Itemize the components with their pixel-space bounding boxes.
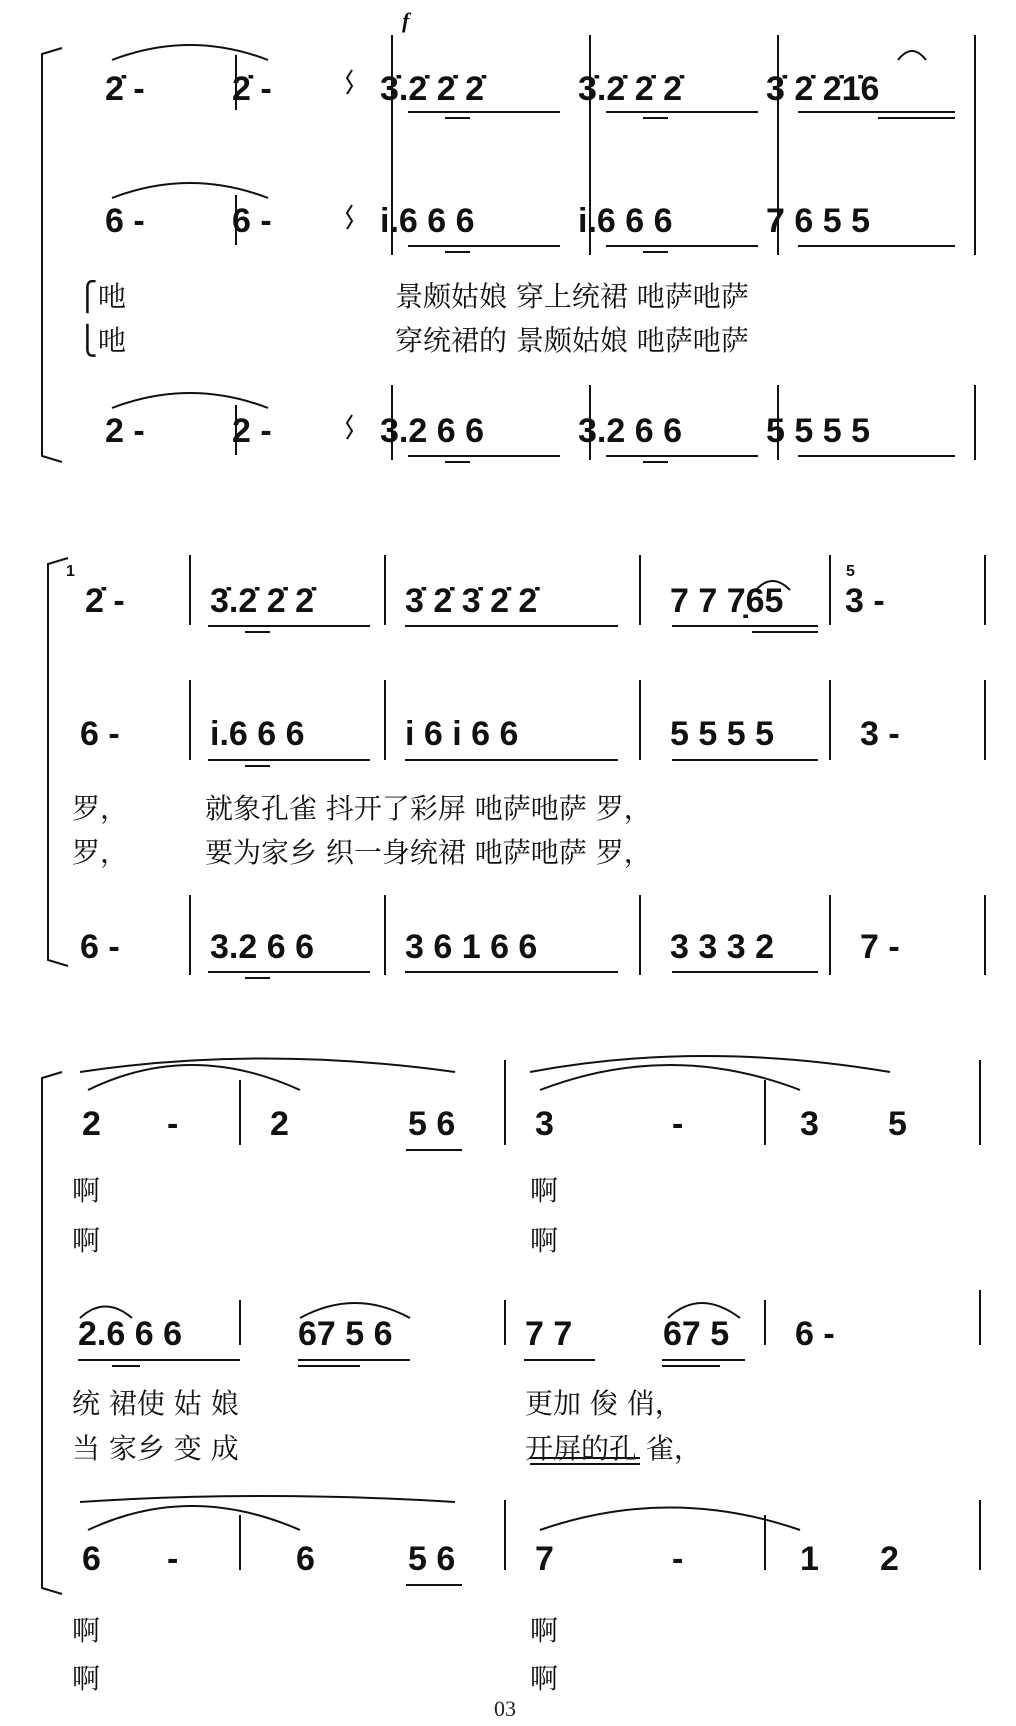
- note-group: 2: [880, 1540, 899, 1578]
- lyric-segment: 罗，: [72, 836, 129, 869]
- note-group: 5 6: [408, 1105, 456, 1143]
- system-bracket: [42, 1072, 62, 1594]
- lyric-segment: ⎩吔: [77, 324, 127, 357]
- tie: [80, 1496, 455, 1502]
- note-group: 6 -: [80, 715, 120, 753]
- breath-mark: [347, 70, 352, 94]
- note-group: i 6 i 6 6: [405, 715, 519, 753]
- lyric-segment: 当 家乡 变 成: [72, 1432, 239, 1465]
- note-group: 7 7: [525, 1315, 573, 1353]
- note-group: i.6 6 6: [380, 202, 475, 240]
- mid-part: [80, 715, 900, 753]
- tie: [88, 1506, 300, 1530]
- breath-mark: [347, 415, 352, 439]
- note-group: -: [672, 1540, 684, 1578]
- note-group: -: [167, 1540, 179, 1578]
- note-group: 3.2 6 6: [578, 412, 682, 450]
- note-group: 2̇ -: [232, 70, 272, 108]
- note-group: 2: [82, 1105, 101, 1143]
- tie: [112, 183, 268, 198]
- tie: [898, 51, 926, 60]
- note-group: 3: [800, 1105, 819, 1143]
- note-group: 6 -: [80, 928, 120, 966]
- lyric-segment: 啊: [72, 1662, 101, 1695]
- top-part: [85, 582, 885, 620]
- note-group: i.6 6 6: [578, 202, 673, 240]
- note-group: 7 6 5 5: [766, 202, 870, 240]
- top-lyrics-2: [72, 1224, 558, 1257]
- note-group: 7 -: [860, 928, 900, 966]
- dynamic-forte: f: [402, 8, 410, 33]
- system-bracket: [48, 558, 68, 966]
- note-group: i.6 6 6: [210, 715, 305, 753]
- bottom-lyrics-1: [72, 1614, 558, 1647]
- note-group: 2.6 6 6: [78, 1315, 182, 1353]
- note-group: -: [672, 1105, 684, 1143]
- lyric-segment: 罗，: [72, 792, 129, 825]
- tie: [540, 1508, 800, 1531]
- note-group: 6: [296, 1540, 315, 1578]
- lyric-segment: 啊: [72, 1174, 101, 1207]
- bottom-lyrics-2: [72, 1662, 558, 1695]
- note-group: 3 6 1 6 6: [405, 928, 538, 966]
- lyrics-verse-1: [72, 1387, 683, 1420]
- tie: [80, 1059, 455, 1073]
- breath-mark: [347, 205, 352, 229]
- note-group: 3.2 6 6: [380, 412, 484, 450]
- lyric-segment: 啊: [530, 1662, 559, 1695]
- note-group: 3.2 6 6: [210, 928, 314, 966]
- lyrics-verse-1: [77, 280, 749, 314]
- lyric-segment: 更加 俊 俏，: [525, 1387, 683, 1420]
- top-part: [105, 70, 879, 108]
- note-group: 5 5 5 5: [766, 412, 870, 450]
- system-2: [48, 555, 985, 978]
- note-group: 3 -: [845, 582, 885, 620]
- lyric-segment: 开屏的孔 雀，: [525, 1432, 702, 1465]
- lyric-segment: 啊: [530, 1614, 559, 1647]
- grace-note: 1: [66, 563, 75, 580]
- note-group: 3 -: [860, 715, 900, 753]
- bottom-part: [105, 412, 870, 450]
- tie: [540, 1065, 800, 1090]
- note-group: 3̇.2̇ 2̇ 2̇: [210, 582, 314, 620]
- lyric-segment: ⎧吔: [77, 280, 127, 313]
- note-group: 7 7 7̣65: [670, 582, 784, 620]
- system-1: [42, 8, 975, 462]
- lyric-segment: 啊: [72, 1224, 101, 1257]
- top-part: [82, 1105, 907, 1143]
- note-group: 2̇ -: [85, 582, 125, 620]
- note-group: -: [167, 1105, 179, 1143]
- lyric-segment: 要为家乡 织一身统裙 吔萨吔萨 罗，: [205, 836, 652, 869]
- note-group: 3̇ 2̇ 3̇ 2̇ 2̇: [405, 582, 538, 620]
- note-group: 2 -: [232, 412, 272, 450]
- note-group: 2: [270, 1105, 289, 1143]
- note-group: 3̇.2̇ 2̇ 2̇: [380, 70, 484, 108]
- tie: [112, 393, 268, 408]
- top-lyrics-1: [72, 1174, 558, 1207]
- lyric-segment: 景颇姑娘 穿上统裙 吔萨吔萨: [395, 280, 749, 313]
- note-group: 67 5 6: [298, 1315, 393, 1353]
- note-group: 6 -: [105, 202, 145, 240]
- lyrics-verse-2: [77, 323, 749, 357]
- note-group: 3̇.2̇ 2̇ 2̇: [578, 70, 682, 108]
- note-group: 5: [888, 1105, 907, 1143]
- tie: [112, 45, 268, 60]
- lyric-segment: 就象孔雀 抖开了彩屏 吔萨吔萨 罗，: [205, 792, 652, 825]
- note-group: 1: [800, 1540, 819, 1578]
- lyric-segment: 啊: [72, 1614, 101, 1647]
- note-group: 6: [82, 1540, 101, 1578]
- page-number: 03: [494, 1696, 516, 1721]
- note-group: 5 6: [408, 1540, 456, 1578]
- note-group: 6 -: [232, 202, 272, 240]
- note-group: 2 -: [105, 412, 145, 450]
- note-group: 2̇ -: [105, 70, 145, 108]
- bottom-part: [80, 928, 900, 966]
- tie: [530, 1056, 890, 1072]
- system-3: [42, 1056, 980, 1695]
- bottom-part: [82, 1540, 899, 1578]
- note-group: 5 5 5 5: [670, 715, 774, 753]
- note-group: 67 5: [663, 1315, 730, 1353]
- note-group: 3 3 3 2: [670, 928, 774, 966]
- lyrics-verse-2: [72, 836, 652, 869]
- tie: [88, 1065, 300, 1090]
- lyrics-verse-2: [72, 1432, 702, 1465]
- grace-note: 5: [846, 563, 855, 580]
- lyric-segment: 啊: [530, 1174, 559, 1207]
- mid-part: [78, 1315, 835, 1353]
- note-group: 3: [535, 1105, 554, 1143]
- mid-part: [105, 202, 870, 240]
- note-group: 6 -: [795, 1315, 835, 1353]
- lyric-segment: 啊: [530, 1224, 559, 1257]
- lyrics-verse-1: [72, 792, 652, 825]
- note-group: 3̇ 2̇ 2̇1̇6: [766, 70, 880, 108]
- lyric-segment: 统 裙使 姑 娘: [72, 1387, 239, 1420]
- note-group: 7: [535, 1540, 554, 1578]
- system-bracket: [42, 48, 62, 462]
- beam-lines: [78, 1150, 745, 1585]
- lyric-segment: 穿统裙的 景颇姑娘 吔萨吔萨: [395, 324, 749, 357]
